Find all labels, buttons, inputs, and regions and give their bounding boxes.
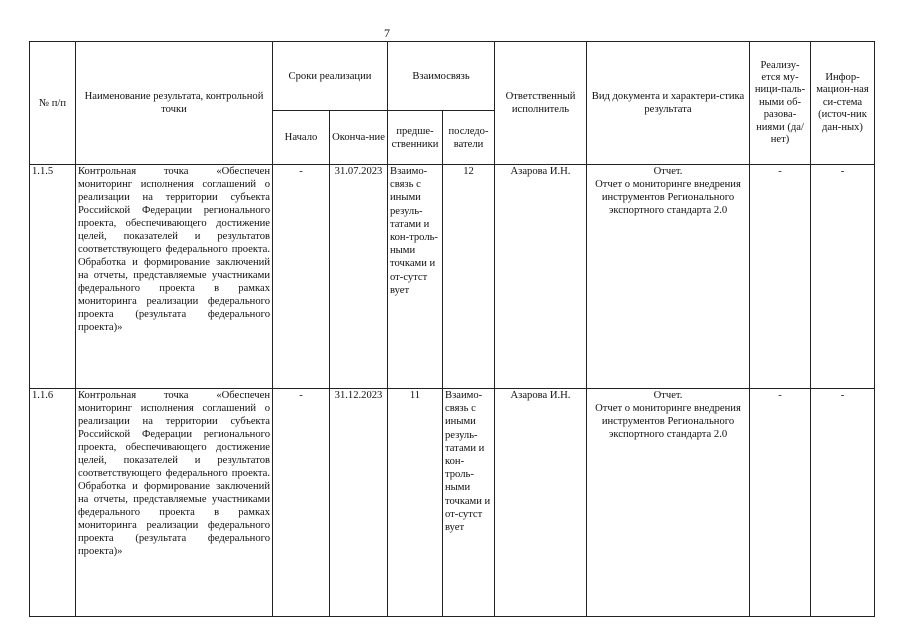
- header-municipal: Реализу-ется му-ници-паль-ными об-разова-ниями (да/нет): [750, 42, 811, 165]
- header-name: Наименование результата, контрольной точки: [76, 42, 273, 165]
- row-start: -: [273, 389, 330, 617]
- row-doc-type: Отчет.: [653, 390, 683, 401]
- row-doc-desc: Отчет о мониторинге внедрения инструментов Регионального экспортного стандарта 2.0: [595, 179, 741, 216]
- row-pred: 11: [388, 389, 443, 617]
- header-infosys: Инфор-мацион-ная си-стема (источ-ник дан-ных): [811, 42, 875, 165]
- row-succ: Взаимо-связь с иными резуль-татами и кон-троль-ными точками и от-сутст вует: [443, 389, 495, 617]
- table-row: [30, 389, 875, 617]
- row-infosys: -: [811, 389, 875, 617]
- header-pred: предше-ственники: [388, 111, 443, 165]
- row-municipal: -: [750, 165, 811, 389]
- row-doc-type: Отчет.: [653, 166, 683, 177]
- row-name: Контрольная точка «Обеспечен мониторинг исполнения соглашений о реализации на территории субъекта Российской Федерации регионального проекта, обеспечивающего достижение целей, показателей и результатов соответствующего федерального проекта. Обработка и формирование заключений на отчеты, представляемые участниками федерального проекта в рамках мониторинга реализации федерального проекта (результата федерального проекта)»: [76, 389, 273, 617]
- page-number: 7: [384, 26, 390, 40]
- header-timing: Сроки реализации: [273, 42, 388, 111]
- header-doc: Вид документа и характери-стика результата: [587, 42, 750, 165]
- header-responsible: Ответственный исполнитель: [495, 42, 587, 165]
- header-end: Оконча-ние: [330, 111, 388, 165]
- row-end: 31.07.2023: [330, 165, 388, 389]
- row-responsible: Азарова И.Н.: [495, 389, 587, 617]
- header-relation: Взаимосвязь: [388, 42, 495, 111]
- table-row: [30, 165, 875, 389]
- row-name: Контрольная точка «Обеспечен мониторинг исполнения соглашений о реализации на территории субъекта Российской Федерации регионального проекта, обеспечивающего достижение целей, показателей и результатов соответствующего федерального проекта. Обработка и формирование заключений на отчеты, представляемые участниками федерального проекта в рамках мониторинга реализации федерального проекта (результата федерального проекта)»: [76, 165, 273, 389]
- row-doc-desc: Отчет о мониторинге внедрения инструментов Регионального экспортного стандарта 2.0: [595, 403, 741, 440]
- row-doc: [587, 389, 750, 617]
- row-responsible: Азарова И.Н.: [495, 165, 587, 389]
- row-municipal: -: [750, 389, 811, 617]
- row-num: 1.1.6: [30, 389, 76, 617]
- results-table: [29, 41, 875, 617]
- header-num: № п/п: [30, 42, 76, 165]
- row-infosys: -: [811, 165, 875, 389]
- row-doc: [587, 165, 750, 389]
- header-start: Начало: [273, 111, 330, 165]
- row-succ: 12: [443, 165, 495, 389]
- header-succ: последо-ватели: [443, 111, 495, 165]
- row-num: 1.1.5: [30, 165, 76, 389]
- row-pred: Взаимо-связь с иными резуль-татами и кон-троль-ными точками и от-сутст вует: [388, 165, 443, 389]
- row-end: 31.12.2023: [330, 389, 388, 617]
- row-start: -: [273, 165, 330, 389]
